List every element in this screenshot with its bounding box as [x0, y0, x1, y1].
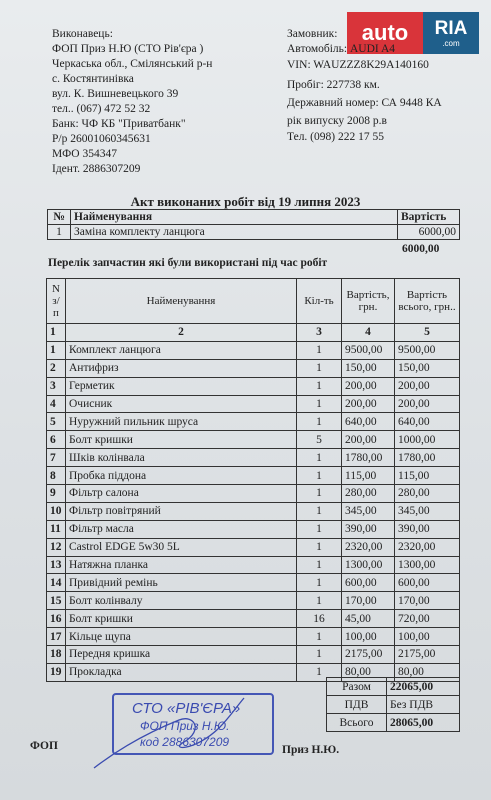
parts-cell-qty: 1 [297, 449, 342, 467]
executor-line: МФО 354347 [52, 148, 117, 160]
parts-colnum-row [47, 324, 460, 342]
parts-cell-price: 640,00 [342, 413, 395, 431]
parts-cell-total: 115,00 [395, 467, 460, 485]
parts-cell-name: Фільтр салона [66, 485, 297, 503]
works-header-name: Найменування [71, 210, 398, 225]
works-table [47, 209, 460, 240]
parts-cell-name: Болт колінвалу [66, 592, 297, 610]
parts-cell-name: Болт кришки [66, 431, 297, 449]
executor-line: вул. К. Вишневецького 39 [52, 88, 179, 100]
parts-cell-total: 170,00 [395, 592, 460, 610]
parts-cell-total: 720,00 [395, 610, 460, 628]
customer-line: Автомобіль: AUDI A4 [287, 43, 396, 55]
works-row [48, 225, 460, 240]
summary-row [327, 678, 460, 696]
table-row [47, 359, 460, 377]
parts-header-name: Найменування [66, 279, 297, 324]
stamp-line: код 2886307209 [140, 735, 230, 749]
parts-cell-price: 115,00 [342, 467, 395, 485]
parts-cell-total: 1300,00 [395, 556, 460, 574]
summary-value: Без ПДВ [387, 696, 460, 714]
parts-cell-price: 170,00 [342, 592, 395, 610]
parts-cell-total: 280,00 [395, 485, 460, 503]
table-row [47, 538, 460, 556]
summary-label: Разом [327, 678, 387, 696]
parts-cell-total: 9500,00 [395, 341, 460, 359]
colnum-cell: 5 [395, 324, 460, 342]
parts-cell-qty: 1 [297, 395, 342, 413]
executor-line: Черкаська обл., Смілянський р-н [52, 58, 213, 70]
parts-cell-qty: 1 [297, 413, 342, 431]
parts-cell-qty: 1 [297, 341, 342, 359]
parts-cell-no: 9 [47, 485, 66, 503]
parts-cell-name: Пробка піддона [66, 467, 297, 485]
parts-cell-qty: 1 [297, 467, 342, 485]
table-row [47, 395, 460, 413]
parts-cell-price: 390,00 [342, 520, 395, 538]
table-row [47, 449, 460, 467]
footer-right: Приз Н.Ю. [282, 744, 340, 756]
summary-value: 28065,00 [387, 714, 460, 732]
colnum-cell: 4 [342, 324, 395, 342]
table-row [47, 610, 460, 628]
summary-row [327, 714, 460, 732]
parts-cell-qty: 1 [297, 646, 342, 664]
parts-cell-no: 10 [47, 502, 66, 520]
parts-cell-name: Передня кришка [66, 646, 297, 664]
summary-row [327, 696, 460, 714]
parts-cell-name: Очисник [66, 395, 297, 413]
parts-cell-price: 45,00 [342, 610, 395, 628]
parts-cell-name: Прокладка [66, 663, 297, 681]
works-cell-name: Заміна комплекту ланцюга [71, 225, 398, 240]
parts-cell-no: 4 [47, 395, 66, 413]
parts-cell-qty: 1 [297, 377, 342, 395]
parts-cell-total: 345,00 [395, 502, 460, 520]
parts-cell-total: 600,00 [395, 574, 460, 592]
act-title: Акт виконаних робіт від 19 липня 2023 [130, 194, 361, 209]
customer-line: Державний номер: СА 9448 КА [287, 97, 442, 109]
parts-cell-no: 6 [47, 431, 66, 449]
parts-cell-qty: 1 [297, 359, 342, 377]
customer-line: VIN: WAUZZZ8K29A140160 [287, 59, 429, 71]
parts-heading: Перелік запчастин які були використані під час робіт [48, 257, 328, 269]
summary-table [326, 677, 460, 732]
table-row [47, 646, 460, 664]
parts-header-row [47, 279, 460, 324]
parts-cell-price: 150,00 [342, 359, 395, 377]
colnum-cell: 3 [297, 324, 342, 342]
parts-cell-no: 7 [47, 449, 66, 467]
parts-cell-total: 640,00 [395, 413, 460, 431]
parts-cell-total: 150,00 [395, 359, 460, 377]
parts-cell-name: Castrol EDGE 5w30 5L [66, 538, 297, 556]
watermark-auto: auto [347, 12, 423, 54]
parts-cell-qty: 1 [297, 628, 342, 646]
works-header-cost: Вартість [398, 210, 460, 225]
parts-cell-name: Привідний ремінь [66, 574, 297, 592]
parts-cell-no: 12 [47, 538, 66, 556]
parts-header-no: N з/п [47, 279, 66, 324]
parts-cell-name: Кільце щупа [66, 628, 297, 646]
parts-cell-qty: 1 [297, 520, 342, 538]
parts-cell-name: Натяжна планка [66, 556, 297, 574]
footer-left: ФОП [30, 740, 58, 752]
table-row [47, 485, 460, 503]
parts-cell-qty: 1 [297, 574, 342, 592]
parts-header-total: Вартість всього, грн.. [395, 279, 460, 324]
table-row [47, 574, 460, 592]
parts-cell-no: 2 [47, 359, 66, 377]
executor-line: Ідент. 2886307209 [52, 163, 141, 175]
parts-header-qty: Кіл-ть [297, 279, 342, 324]
watermark-com-text: .com [442, 38, 460, 48]
table-row [47, 341, 460, 359]
parts-cell-name: Нуружний пильник шруса [66, 413, 297, 431]
parts-cell-no: 13 [47, 556, 66, 574]
parts-cell-price: 100,00 [342, 628, 395, 646]
parts-cell-name: Герметик [66, 377, 297, 395]
table-row [47, 520, 460, 538]
executor-line: Р/р 26001060345631 [52, 133, 151, 145]
parts-cell-total: 100,00 [395, 628, 460, 646]
parts-cell-name: Болт кришки [66, 610, 297, 628]
table-row [47, 431, 460, 449]
parts-cell-price: 600,00 [342, 574, 395, 592]
customer-line: Замовник: [287, 28, 338, 40]
works-cell-cost: 6000,00 [398, 225, 460, 240]
parts-body [47, 341, 460, 681]
parts-cell-no: 14 [47, 574, 66, 592]
summary-label: Всього [327, 714, 387, 732]
parts-cell-total: 1780,00 [395, 449, 460, 467]
parts-cell-total: 80,00 [395, 663, 460, 681]
parts-cell-qty: 1 [297, 556, 342, 574]
summary-label: ПДВ [327, 696, 387, 714]
parts-cell-qty: 16 [297, 610, 342, 628]
parts-cell-qty: 1 [297, 592, 342, 610]
parts-cell-total: 2320,00 [395, 538, 460, 556]
parts-cell-price: 9500,00 [342, 341, 395, 359]
table-row [47, 592, 460, 610]
parts-cell-total: 2175,00 [395, 646, 460, 664]
table-row [47, 556, 460, 574]
watermark-ria-text: RIA [434, 17, 468, 39]
parts-cell-price: 80,00 [342, 663, 395, 681]
parts-cell-name: Шків колінвала [66, 449, 297, 467]
parts-cell-price: 200,00 [342, 395, 395, 413]
colnum-cell: 2 [66, 324, 297, 342]
stamp-line: СТО «РІВ'ЄРА» [132, 700, 241, 717]
executor-line: Банк: ЧФ КБ "Приватбанк" [52, 118, 186, 130]
parts-cell-no: 1 [47, 341, 66, 359]
parts-cell-price: 1300,00 [342, 556, 395, 574]
parts-cell-no: 3 [47, 377, 66, 395]
parts-cell-price: 280,00 [342, 485, 395, 503]
parts-cell-price: 2175,00 [342, 646, 395, 664]
executor-line: Виконавець: [52, 28, 113, 40]
executor-line: тел.. (067) 472 52 32 [52, 103, 151, 115]
parts-cell-price: 1780,00 [342, 449, 395, 467]
parts-cell-no: 19 [47, 663, 66, 681]
parts-cell-no: 18 [47, 646, 66, 664]
parts-cell-name: Фільтр масла [66, 520, 297, 538]
executor-line: ФОП Приз Н.Ю (СТО Рів'єра ) [52, 43, 204, 55]
works-total: 6000,00 [402, 243, 440, 255]
table-row [47, 467, 460, 485]
parts-cell-total: 200,00 [395, 377, 460, 395]
parts-cell-price: 200,00 [342, 431, 395, 449]
parts-cell-price: 345,00 [342, 502, 395, 520]
table-row [47, 377, 460, 395]
works-header-no: № [48, 210, 71, 225]
signature [84, 690, 254, 772]
stamp-line: ФОП Приз Н.Ю. [140, 719, 230, 733]
colnum-cell: 1 [47, 324, 66, 342]
parts-cell-name: Фільтр повітряний [66, 502, 297, 520]
parts-table [46, 278, 460, 682]
parts-cell-qty: 5 [297, 431, 342, 449]
works-cell-no: 1 [48, 225, 71, 240]
parts-cell-qty: 1 [297, 663, 342, 681]
parts-header-price: Вартість, грн. [342, 279, 395, 324]
parts-cell-total: 1000,00 [395, 431, 460, 449]
parts-cell-no: 17 [47, 628, 66, 646]
parts-cell-no: 16 [47, 610, 66, 628]
parts-cell-total: 200,00 [395, 395, 460, 413]
table-row [47, 413, 460, 431]
customer-line: рік випуску 2008 р.в [287, 115, 387, 127]
parts-cell-qty: 1 [297, 485, 342, 503]
parts-cell-no: 15 [47, 592, 66, 610]
table-row [47, 502, 460, 520]
summary-value: 22065,00 [387, 678, 460, 696]
parts-cell-price: 200,00 [342, 377, 395, 395]
parts-cell-qty: 1 [297, 538, 342, 556]
customer-line: Пробіг: 227738 км. [287, 79, 380, 91]
table-row [47, 628, 460, 646]
parts-cell-no: 5 [47, 413, 66, 431]
parts-cell-total: 390,00 [395, 520, 460, 538]
parts-cell-price: 2320,00 [342, 538, 395, 556]
customer-line: Тел. (098) 222 17 55 [287, 131, 384, 143]
executor-line: с. Костянтинівка [52, 73, 134, 85]
parts-cell-name: Антифриз [66, 359, 297, 377]
parts-cell-no: 11 [47, 520, 66, 538]
watermark-ria [423, 12, 479, 54]
parts-cell-name: Комплект ланцюга [66, 341, 297, 359]
works-header-row [48, 210, 460, 225]
parts-cell-no: 8 [47, 467, 66, 485]
parts-cell-qty: 1 [297, 502, 342, 520]
